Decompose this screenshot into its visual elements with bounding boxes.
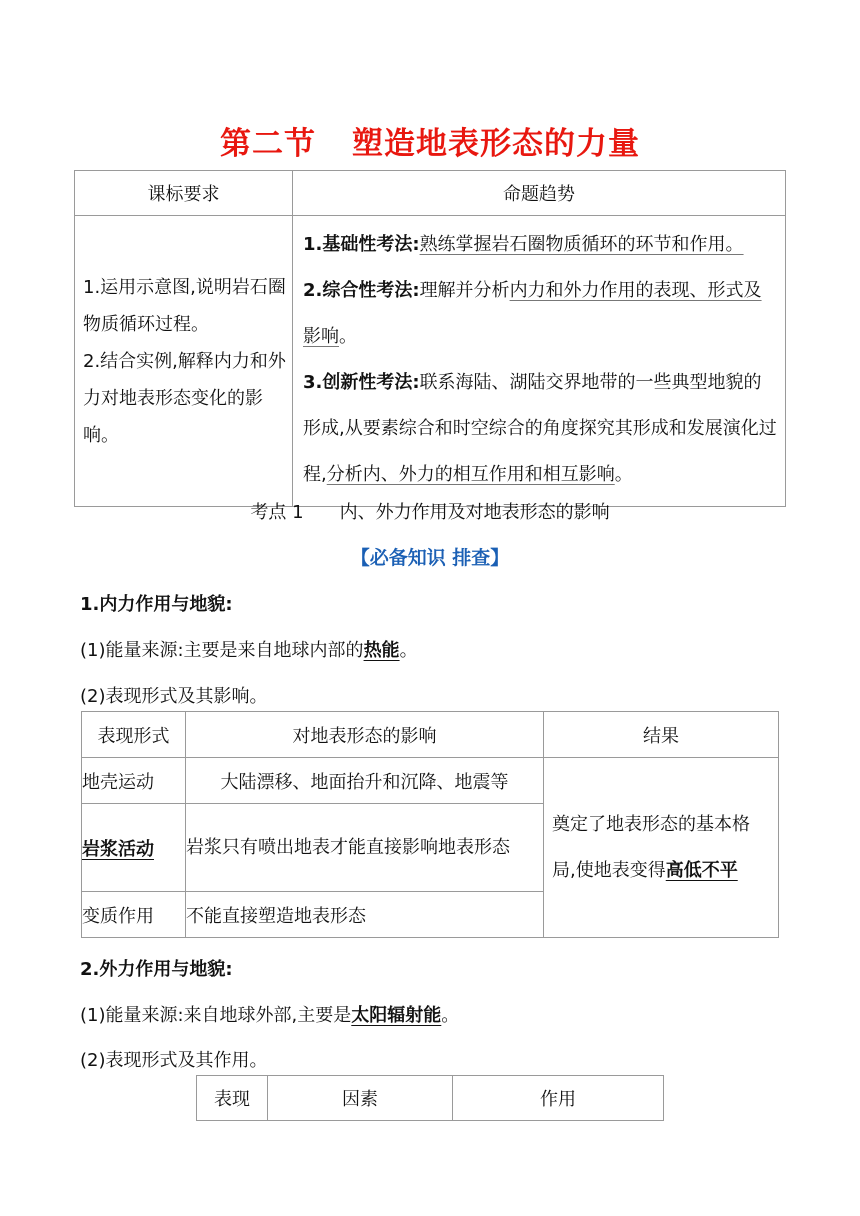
trend-item: 1.基础性考法:熟练掌握岩石圈物质循环的环节和作用。 xyxy=(303,234,744,255)
section-heading: 1.内力作用与地貌: xyxy=(80,594,233,615)
curriculum-table xyxy=(74,170,786,507)
forms-line: (2)表现形式及其影响。 xyxy=(80,686,268,707)
energy-line: (1)能量来源:主要是来自地球内部的热能。 xyxy=(80,640,418,661)
section-heading: 2.外力作用与地貌: xyxy=(80,959,233,980)
trend-item: 2.综合性考法:理解并分析内力和外力作用的表现、形式及影响。 xyxy=(303,280,762,347)
header-factor: 因素 xyxy=(268,1076,453,1121)
header-result: 结果 xyxy=(544,712,779,758)
header-effect: 作用 xyxy=(453,1076,664,1121)
trend-cell xyxy=(293,216,786,507)
kaodian-heading: 考点 1 内、外力作用及对地表形态的影响 xyxy=(250,502,610,523)
bibei-heading: 【必备知识 排查】 xyxy=(350,547,510,569)
effect-cell: 大陆漂移、地面抬升和沉降、地震等 xyxy=(186,758,544,804)
header-form: 表现 xyxy=(197,1076,268,1121)
result-cell: 奠定了地表形态的基本格局,使地表变得高低不平 xyxy=(544,758,779,938)
requirement-item: 1.运用示意图,说明岩石圈物质循环过程。 xyxy=(83,276,286,335)
header-trend: 命题趋势 xyxy=(293,171,786,216)
external-force-table xyxy=(196,1075,664,1121)
header-requirement: 课标要求 xyxy=(75,171,293,216)
form-cell: 变质作用 xyxy=(82,892,186,938)
trend-item: 3.创新性考法:联系海陆、湖陆交界地带的一些典型地貌的形成,从要素综合和时空综合的角度探究其形成和发展演化过程,分析内、外力的相互作用和相互影响。 xyxy=(303,372,777,485)
internal-force-table xyxy=(81,711,779,938)
forms-line: (2)表现形式及其作用。 xyxy=(80,1050,268,1071)
header-effect: 对地表形态的影响 xyxy=(186,712,544,758)
header-form: 表现形式 xyxy=(82,712,186,758)
effect-cell: 不能直接塑造地表形态 xyxy=(186,892,544,938)
requirement-item: 2.结合实例,解释内力和外力对地表形态变化的影响。 xyxy=(83,350,286,446)
form-cell: 岩浆活动 xyxy=(82,804,186,892)
effect-cell: 岩浆只有喷出地表才能直接影响地表形态 xyxy=(186,804,544,892)
form-cell: 地壳运动 xyxy=(82,758,186,804)
page-title: 第二节 塑造地表形态的力量 xyxy=(220,126,640,162)
requirement-cell xyxy=(75,216,293,507)
energy-line: (1)能量来源:来自地球外部,主要是太阳辐射能。 xyxy=(80,1005,460,1026)
